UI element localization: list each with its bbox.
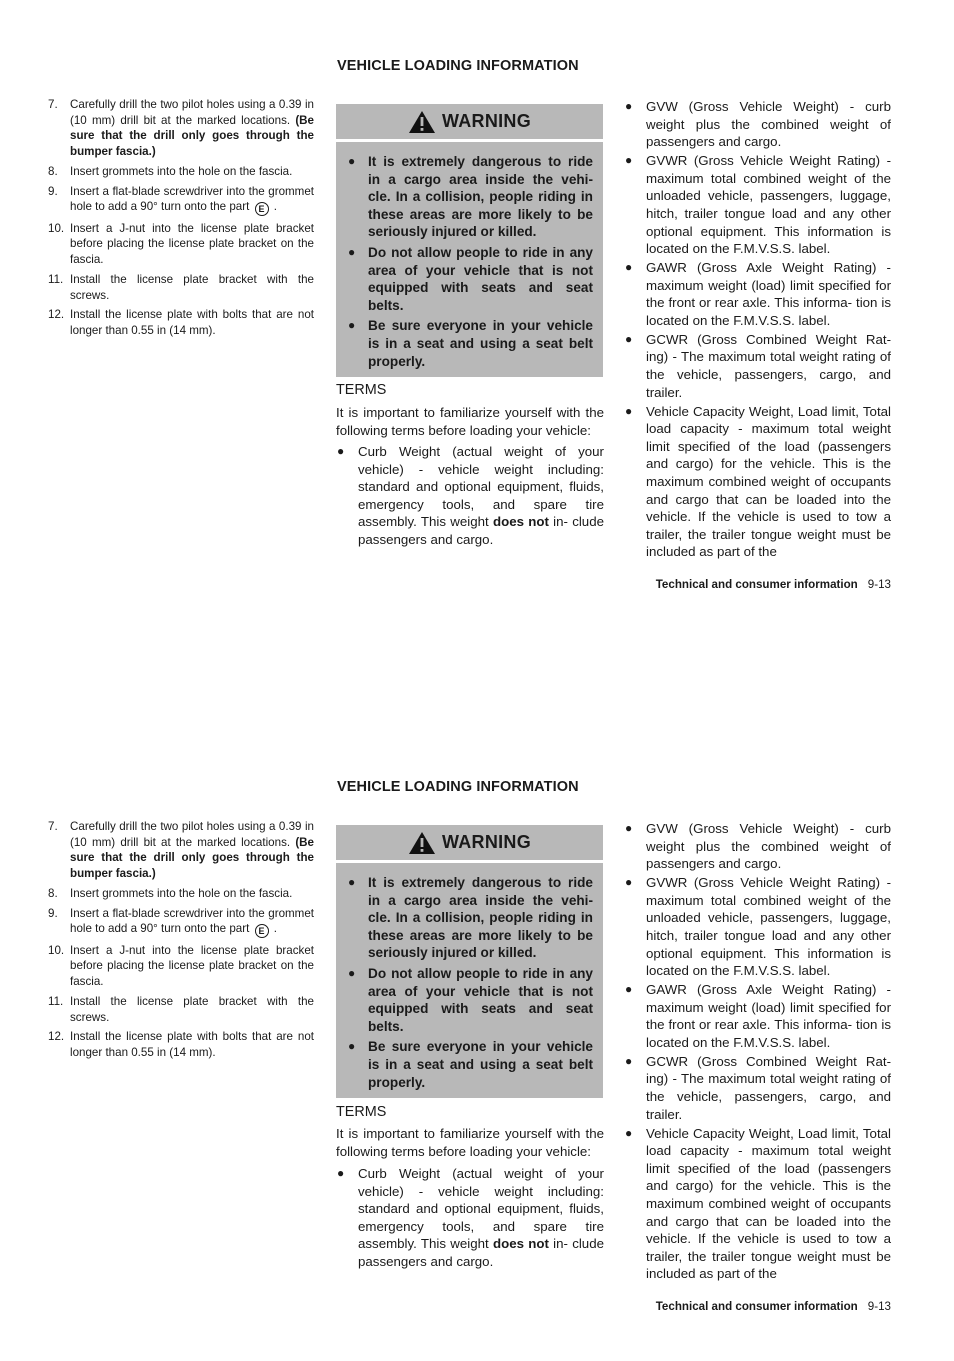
definition-gvw: ● GVW (Gross Vehicle Weight) - curb weight plus the combined weight of passengers and cargo.	[625, 99, 891, 150]
page-footer	[620, 578, 891, 591]
install-steps	[48, 819, 314, 1065]
step-9: 9. Insert a flat-blade screwdriver into the grommet hole to add a 90° turn onto the part E .	[48, 906, 314, 937]
definition-gvw: ● GVW (Gross Vehicle Weight) - curb weight plus the combined weight of passengers and cargo.	[625, 821, 891, 872]
warning-box	[336, 825, 603, 1098]
terms-intro: It is important to familiarize yourself with the following terms before loading your vehicle:	[336, 405, 604, 438]
terms-intro: It is important to familiarize yourself with the following terms before loading your vehicle:	[336, 1126, 604, 1159]
definition-gawr: ● GAWR (Gross Axle Weight Rating) - maximum weight (load) limit specified for the front or rear axle. This informa- tion is located on the F.M.V.S.S. label.	[625, 260, 891, 328]
definition-curb-weight: ● Curb Weight (actual weight of your vehicle) - vehicle weight including: standard and optional equipment, fluids, emergency tools, and spare tire assembly. This weight does not in- clude passengers and cargo.	[337, 444, 604, 547]
terms-heading: TERMS	[336, 382, 387, 398]
manual-page-1	[0, 0, 954, 640]
definitions-list	[624, 820, 891, 1284]
step-7: 7. Carefully drill the two pilot holes using a 0.39 in (10 mm) drill bit at the marked locations. (Be sure that the drill only goes through the bumper fascia.)	[48, 98, 314, 158]
warning-title: WARNING	[441, 832, 532, 852]
manual-page-2	[0, 721, 954, 1361]
warning-item: ● It is extremely dangerous to ride in a cargo area inside the vehi- cle. In a collision, people riding in these areas are more likely to be seriously injured or killed.	[348, 154, 593, 240]
warning-item: ● Be sure everyone in your vehicle is in a seat and using a seat belt properly.	[348, 318, 593, 369]
warning-box	[336, 104, 603, 377]
definition-gvwr: ● GVWR (Gross Vehicle Weight Rating) - maximum total combined weight of the unloaded vehicle, passengers, luggage, hitch, trailer tongue load and any other optional equipment. This information is located on the F.M.V.S.S. label.	[625, 153, 891, 257]
page-number: 9-13	[867, 1300, 891, 1313]
footer-title: Technical and consumer information	[655, 578, 858, 591]
warning-title: WARNING	[441, 111, 532, 131]
warning-item: ● Do not allow people to ride in any area of your vehicle that is not equipped with seats and seat belts.	[348, 244, 593, 313]
step-11: 11. Install the license plate bracket with the screws.	[48, 994, 314, 1024]
definition-curb-weight: ● Curb Weight (actual weight of your vehicle) - vehicle weight including: standard and optional equipment, fluids, emergency tools, and spare tire assembly. This weight does not in- clude passengers and cargo.	[337, 1166, 604, 1269]
section-heading: VEHICLE LOADING INFORMATION	[337, 779, 579, 795]
step-12: 12. Install the license plate with bolts that are not longer than 0.55 in (14 mm).	[48, 308, 314, 338]
warning-header	[336, 104, 603, 142]
page-footer	[620, 1300, 891, 1313]
definition-gvwr: ● GVWR (Gross Vehicle Weight Rating) - maximum total combined weight of the unloaded vehicle, passengers, luggage, hitch, trailer tongue load and any other optional equipment. This information is located on the F.M.V.S.S. label.	[625, 875, 891, 979]
page-number: 9-13	[867, 578, 891, 591]
definition-gcwr: ● GCWR (Gross Combined Weight Rat- ing) - The maximum total weight rating of the vehicle, passengers, cargo, and trailer.	[625, 1053, 891, 1122]
part-e-marker: E	[255, 202, 269, 216]
step-10: 10. Insert a J-nut into the license plate bracket before placing the license plate bracket on the fascia.	[48, 221, 314, 266]
footer-title: Technical and consumer information	[655, 1300, 858, 1313]
step-11: 11. Install the license plate bracket with the screws.	[48, 272, 314, 302]
terms-heading: TERMS	[336, 1104, 387, 1120]
definition-capacity: ● Vehicle Capacity Weight, Load limit, Total load capacity - maximum total weight limit specified of the load (passengers and cargo) for the vehicle. This is the maximum combined weight of occupants and cargo that can be loaded into the vehicle. If the vehicle is used to tow a trailer, the trailer tongue weight must be included as part of the	[625, 1125, 891, 1282]
step-10: 10. Insert a J-nut into the license plate bracket before placing the license plate bracket on the fascia.	[48, 943, 314, 988]
definition-gcwr: ● GCWR (Gross Combined Weight Rat- ing) - The maximum total weight rating of the vehicle, passengers, cargo, and trailer.	[625, 331, 891, 400]
warning-header	[336, 825, 603, 863]
part-e-marker: E	[255, 924, 269, 938]
warning-item: ● Do not allow people to ride in any area of your vehicle that is not equipped with seats and seat belts.	[348, 965, 593, 1034]
install-steps	[48, 97, 314, 343]
section-heading: VEHICLE LOADING INFORMATION	[337, 58, 579, 74]
warning-item: ● Be sure everyone in your vehicle is in a seat and using a seat belt properly.	[348, 1039, 593, 1090]
step-8: 8. Insert grommets into the hole on the fascia.	[48, 164, 293, 178]
warning-triangle-icon	[408, 831, 436, 855]
definition-capacity: ● Vehicle Capacity Weight, Load limit, Total load capacity - maximum total weight limit specified of the load (passengers and cargo) for the vehicle. This is the maximum combined weight of occupants and cargo that can be loaded into the vehicle. If the vehicle is used to tow a trailer, the trailer tongue weight must be included as part of the	[625, 403, 891, 560]
step-12: 12. Install the license plate with bolts that are not longer than 0.55 in (14 mm).	[48, 1030, 314, 1060]
step-7: 7. Carefully drill the two pilot holes using a 0.39 in (10 mm) drill bit at the marked locations. (Be sure that the drill only goes through the bumper fascia.)	[48, 820, 314, 880]
step-8: 8. Insert grommets into the hole on the fascia.	[48, 886, 293, 900]
warning-triangle-icon	[408, 110, 436, 134]
warning-item: ● It is extremely dangerous to ride in a cargo area inside the vehi- cle. In a collision, people riding in these areas are more likely to be seriously injured or killed.	[348, 875, 593, 961]
step-9: 9. Insert a flat-blade screwdriver into the grommet hole to add a 90° turn onto the part E .	[48, 184, 314, 215]
definition-gawr: ● GAWR (Gross Axle Weight Rating) - maximum weight (load) limit specified for the front or rear axle. This informa- tion is located on the F.M.V.S.S. label.	[625, 982, 891, 1050]
definitions-list	[624, 98, 891, 562]
